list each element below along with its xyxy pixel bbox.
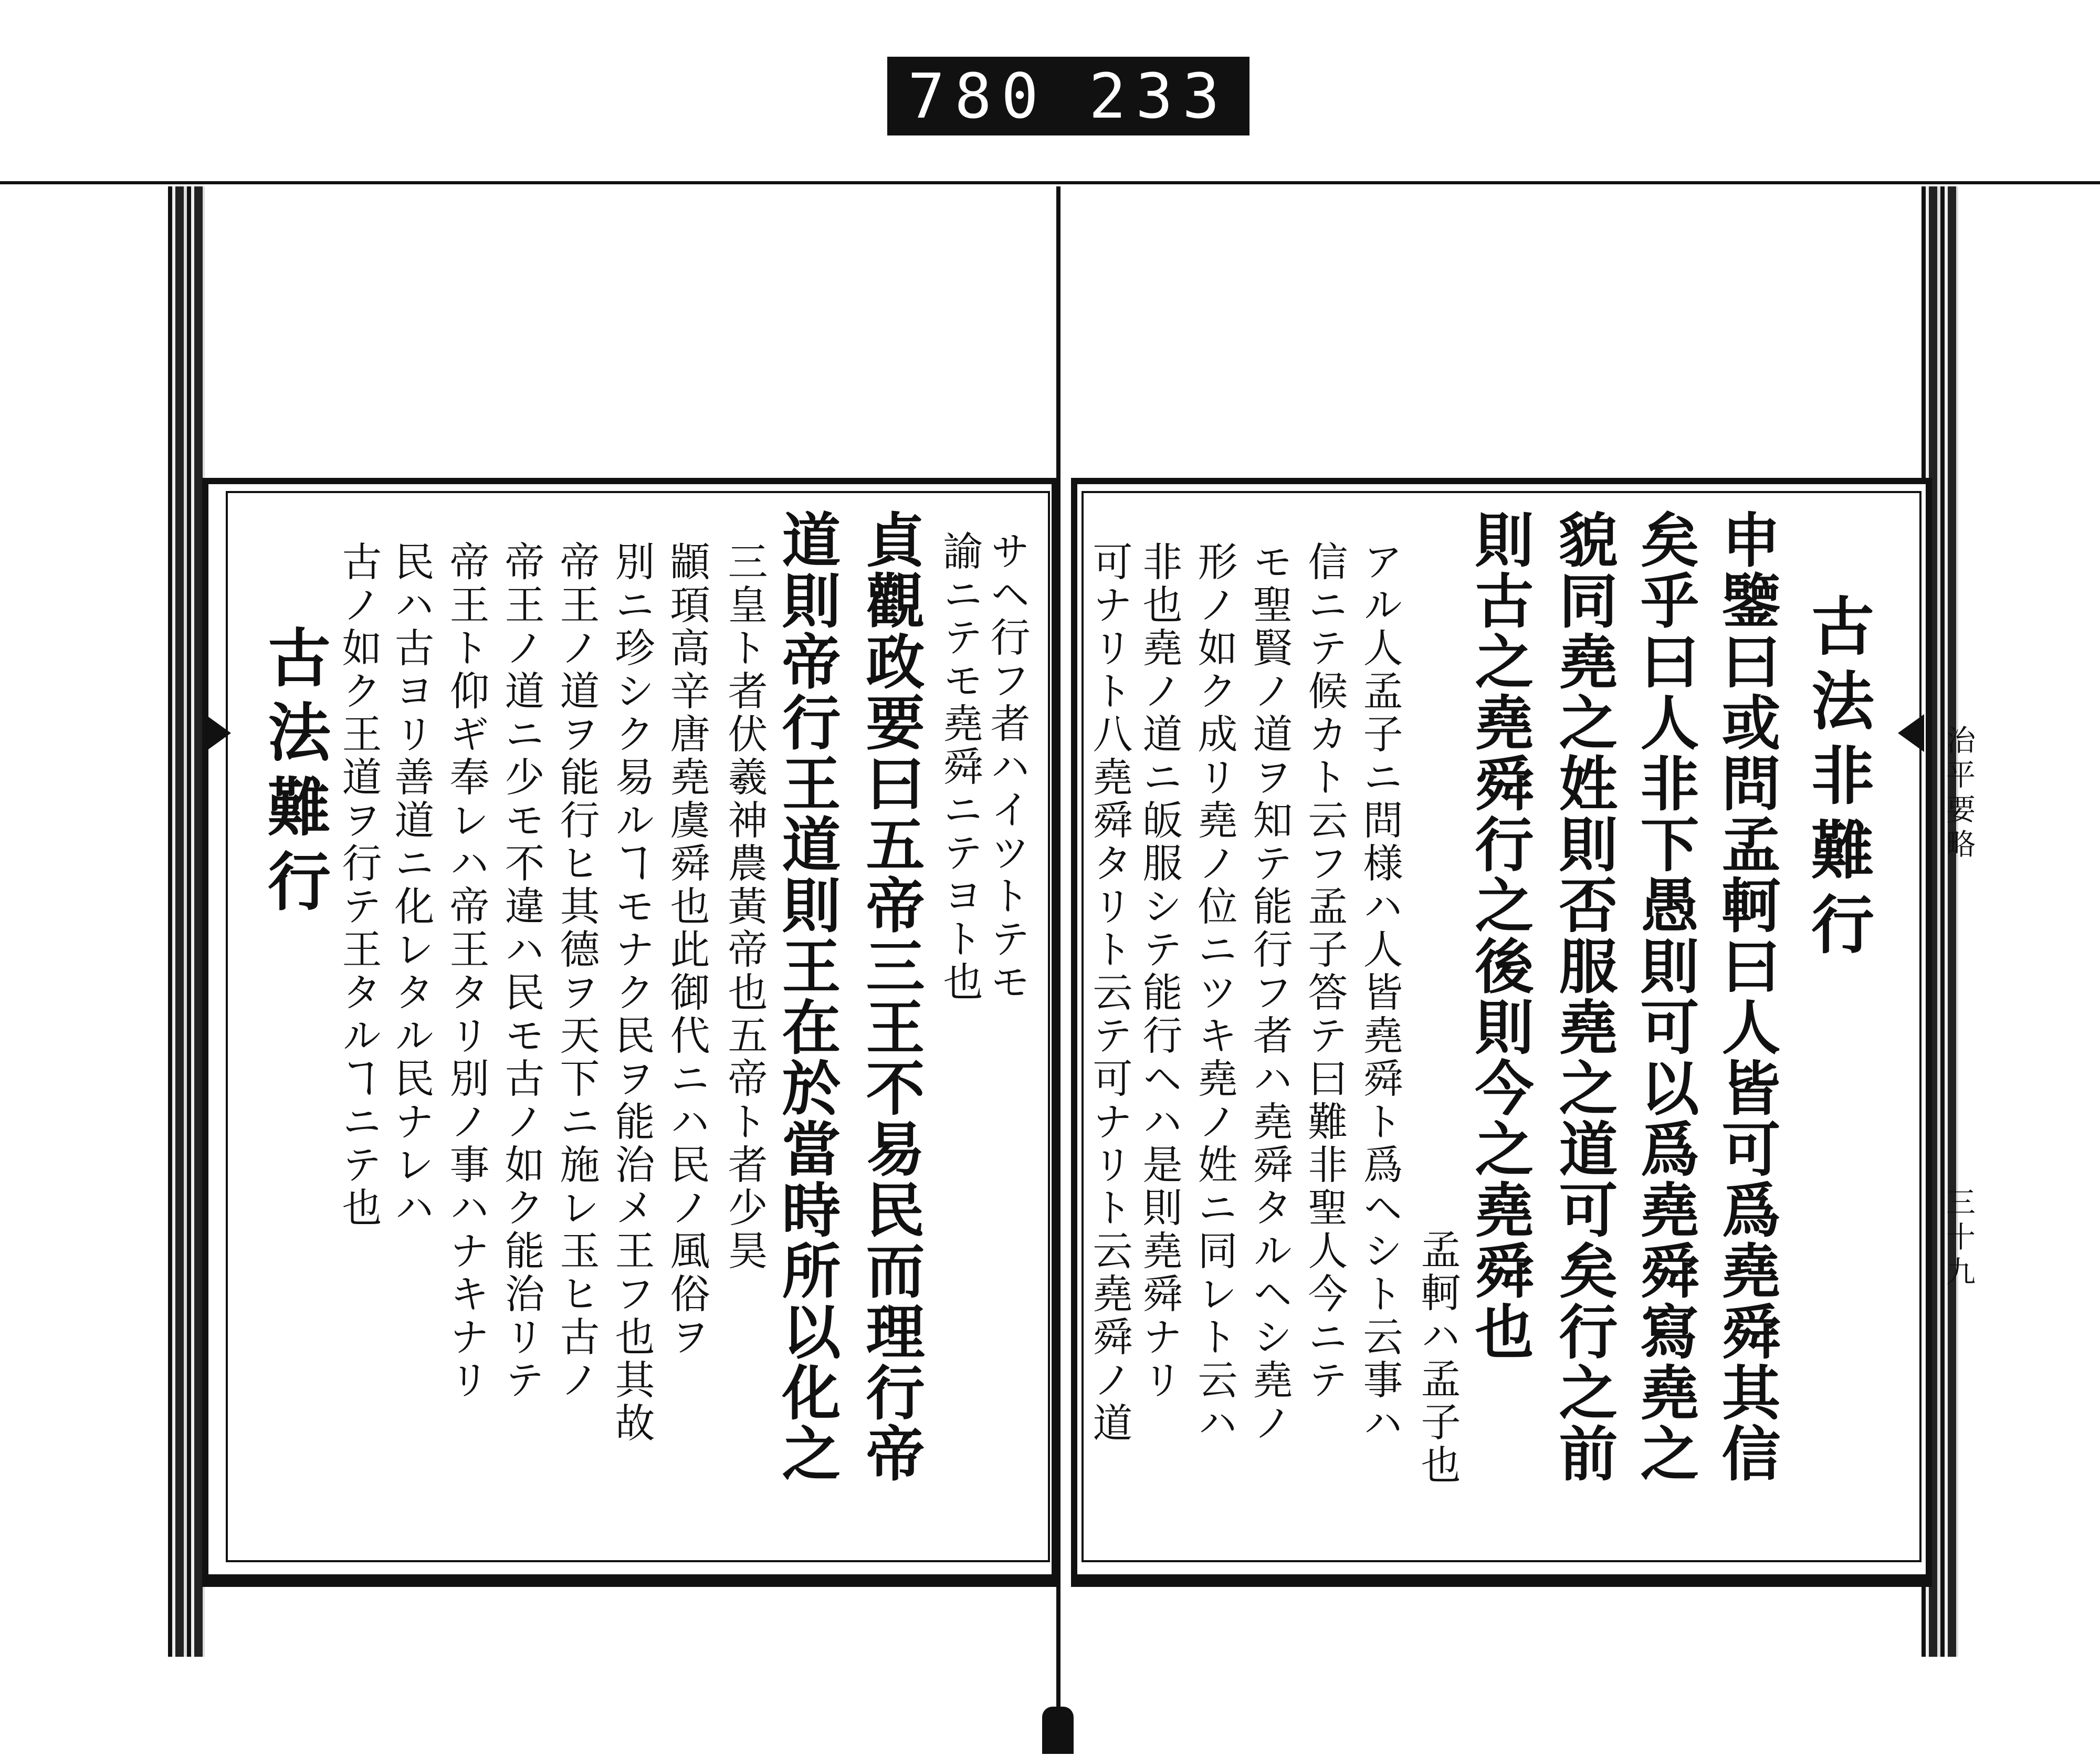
archive-number-left: 780 — [907, 60, 1048, 132]
archive-number-right: 233 — [1088, 60, 1230, 132]
left-commentary-column-8: 古ノ如ク王道ヲ行テ王タルヿニテ也 — [335, 541, 382, 1230]
left-commentary-column-6: 帝王ト仰ギ奉レハ帝王タリ別ノ事ハナキナリ — [443, 541, 490, 1402]
right-main-column-4: 則古之堯舜行之後則今之堯舜也 — [1465, 509, 1534, 1362]
left-commentary-column-2: 顓頊高辛唐堯虞舜也此御代ニハ民ノ風俗ヲ — [664, 541, 710, 1359]
right-commentary-column-5: 非也堯ノ道ニ皈服シテ能行ヘハ是則堯舜ナリ — [1136, 541, 1183, 1402]
left-commentary-top-1: 諭ニテモ堯舜ニテヨト也 — [937, 530, 983, 1004]
right-main-column-1: 申鑒曰或問孟軻曰人皆可爲堯舜其信 — [1712, 509, 1781, 1484]
right-main-column-2: 矣乎曰人非下愚則可以爲堯舜寫堯之 — [1631, 509, 1699, 1484]
left-main-column-1: 貞觀政要曰五帝三王不易民而理行帝 — [856, 509, 925, 1484]
left-fold-mark — [205, 714, 231, 752]
spine-foot — [1042, 1707, 1074, 1754]
right-commentary-column-3: モ聖賢ノ道ヲ知テ能行フ者ハ堯舜タルヘシ堯ノ — [1246, 541, 1293, 1445]
right-margin-page-number: 三十九 — [1941, 1187, 1976, 1291]
right-commentary-note: 孟軻ハ孟子也 — [1414, 1229, 1461, 1487]
left-commentary-column-7: 民ハ古ヨリ善道ニ化レタル民ナレハ — [388, 541, 435, 1230]
left-main-column-2: 道則帝行王道則王在於當時所以化之 — [772, 509, 841, 1484]
right-commentary-column-2: 信ニテ候カト云フ孟子答テ曰難非聖人今ニテ — [1301, 541, 1348, 1402]
right-fold-mark — [1898, 714, 1924, 752]
right-margin-title: 治平要略 — [1941, 725, 1976, 863]
left-book-edge — [168, 186, 205, 1657]
right-commentary-column-1: アル人孟子ニ問様ハ人皆堯舜ト爲ヘシト云事ハ — [1357, 541, 1403, 1445]
left-commentary-column-3: 別ニ珍シク易ルヿモナク民ヲ能治メ王フ也其故 — [608, 541, 655, 1445]
left-page-bottom-bar — [202, 1581, 1058, 1587]
left-commentary-column-1: 三皇ト者伏羲神農黃帝也五帝ト者少昊 — [721, 541, 768, 1273]
archive-label — [887, 57, 1250, 135]
right-page-bottom-bar — [1071, 1581, 1932, 1587]
right-main-column-3: 貌同堯之姓則否服堯之道可矣行之前 — [1549, 509, 1618, 1484]
left-commentary-top-2: サヘ行フ者ハイツトテモ — [984, 530, 1031, 1004]
right-page-heading: 古法非難行 — [1801, 593, 1875, 966]
right-commentary-column-4: 形ノ如ク成リ堯ノ位ニツキ堯ノ姓ニ同レト云ハ — [1191, 541, 1238, 1445]
right-commentary-column-6: 可ナリト八堯舜タリト云テ可ナリト云堯舜ノ道 — [1086, 541, 1133, 1445]
left-page-heading: 古法難行 — [257, 625, 331, 923]
top-rule — [0, 181, 2100, 184]
left-commentary-column-4: 帝王ノ道ヲ能行ヒ其德ヲ天下ニ施レ玉ヒ古ノ — [553, 541, 600, 1402]
left-commentary-column-5: 帝王ノ道ニ少モ不違ハ民モ古ノ如ク能治リテ — [498, 541, 545, 1402]
